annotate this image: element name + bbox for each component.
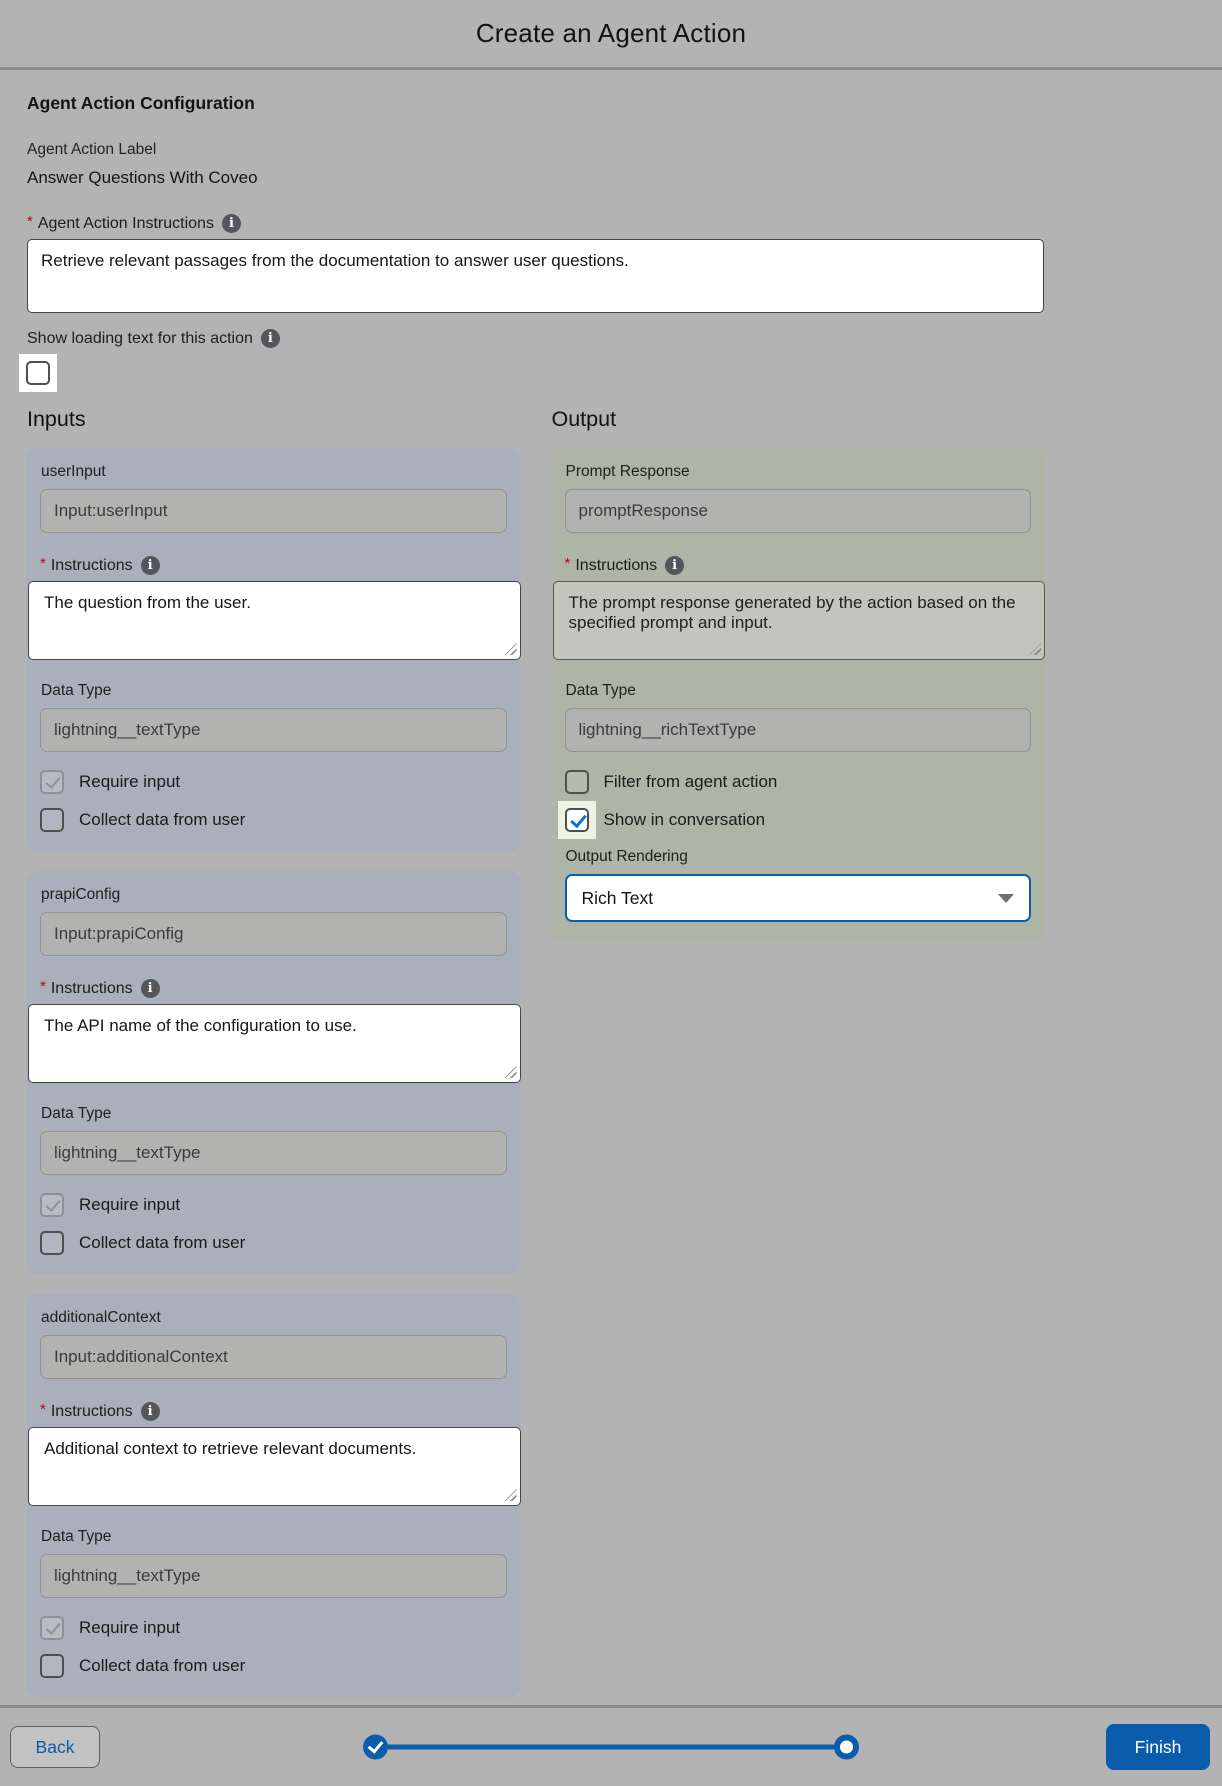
info-icon[interactable] xyxy=(141,1402,160,1421)
data-type-label: Data Type xyxy=(41,682,112,699)
data-type-field xyxy=(40,1554,507,1598)
require-input-checkbox xyxy=(40,1193,64,1217)
require-input-checkbox xyxy=(40,1616,64,1640)
collect-data-checkbox[interactable] xyxy=(40,808,64,832)
chevron-down-icon xyxy=(998,894,1014,903)
require-input-row xyxy=(40,1616,507,1640)
input-card-userInput xyxy=(27,448,520,851)
instructions-label-row xyxy=(40,1402,507,1421)
modal-title: Create an Agent Action xyxy=(475,18,747,48)
input-card-prapiConfig xyxy=(27,871,520,1274)
require-input-row xyxy=(40,1193,507,1217)
progress-line xyxy=(387,1745,835,1750)
require-input-row xyxy=(40,770,507,794)
output-card xyxy=(552,448,1045,941)
filter-from-agent-action-checkbox[interactable] xyxy=(565,770,589,794)
modal-footer xyxy=(0,1705,1222,1786)
instructions-textarea-wrap xyxy=(28,1004,521,1083)
instructions-textarea-wrap xyxy=(28,1427,521,1506)
agent-action-instructions-label: Agent Action Instructions xyxy=(37,214,214,232)
required-asterisk: * xyxy=(40,1401,46,1418)
finish-button[interactable]: Finish xyxy=(1106,1724,1210,1770)
collect-data-label: Collect data from user xyxy=(79,810,246,829)
instructions-textarea-wrap xyxy=(28,581,521,660)
collect-data-row xyxy=(40,1231,507,1255)
show-in-conversation-row xyxy=(565,801,1032,839)
collect-data-row xyxy=(40,808,507,832)
data-type-field xyxy=(565,708,1032,752)
inputs-output-columns xyxy=(27,398,1044,1717)
instructions-label: Instructions xyxy=(50,979,133,997)
input-card-additionalContext xyxy=(27,1294,520,1697)
info-icon[interactable] xyxy=(665,556,684,575)
modal-header xyxy=(0,0,1222,70)
input-name-label: userInput xyxy=(41,463,106,480)
data-type-label: Data Type xyxy=(565,682,636,699)
data-type-label: Data Type xyxy=(41,1528,112,1545)
agent-action-instructions-textarea[interactable] xyxy=(27,239,1044,313)
data-type-label: Data Type xyxy=(41,1105,112,1122)
collect-data-checkbox[interactable] xyxy=(40,1654,64,1678)
instructions-textarea[interactable] xyxy=(28,1004,521,1083)
agent-action-label-value: Answer Questions With Coveo xyxy=(27,168,258,187)
output-api-field xyxy=(565,489,1032,533)
instructions-textarea[interactable] xyxy=(28,581,521,660)
show-loading-checkbox[interactable] xyxy=(26,361,50,385)
info-icon[interactable] xyxy=(141,556,160,575)
data-type-field xyxy=(40,1131,507,1175)
output-name-label: Prompt Response xyxy=(565,463,690,480)
instructions-textarea-wrap xyxy=(553,581,1046,660)
collect-data-label: Collect data from user xyxy=(79,1656,246,1675)
output-heading: Output xyxy=(551,407,617,431)
info-icon[interactable] xyxy=(222,214,241,233)
output-rendering-select[interactable] xyxy=(565,874,1032,922)
input-api-field xyxy=(40,489,507,533)
instructions-label-row xyxy=(40,979,507,998)
show-in-conversation-halo xyxy=(558,801,596,839)
filter-from-agent-action-label: Filter from agent action xyxy=(603,772,778,791)
collect-data-row xyxy=(40,1654,507,1678)
instructions-textarea[interactable] xyxy=(28,1427,521,1506)
instructions-label-row xyxy=(40,556,507,575)
output-rendering-label: Output Rendering xyxy=(565,848,688,865)
collect-data-checkbox[interactable] xyxy=(40,1231,64,1255)
input-name-label: prapiConfig xyxy=(41,886,121,903)
modal-body xyxy=(0,70,1222,1717)
agent-action-form xyxy=(27,93,1044,1717)
require-input-label: Require input xyxy=(79,1195,181,1214)
instructions-label: Instructions xyxy=(50,1402,133,1420)
inputs-column xyxy=(27,398,520,1717)
back-button[interactable]: Back xyxy=(10,1726,100,1768)
show-in-conversation-label: Show in conversation xyxy=(603,810,766,829)
agent-action-instructions-label-row xyxy=(27,214,1044,233)
output-rendering-value: Rich Text xyxy=(581,887,654,908)
output-instructions-textarea[interactable] xyxy=(553,581,1046,660)
input-api-field xyxy=(40,1335,507,1379)
required-asterisk: * xyxy=(564,555,571,572)
require-input-checkbox xyxy=(40,770,64,794)
instructions-label-row xyxy=(565,556,1032,575)
inputs-heading: Inputs xyxy=(27,407,86,431)
output-column xyxy=(552,398,1045,1717)
filter-from-agent-action-row xyxy=(565,770,1032,794)
step-completed-icon xyxy=(363,1735,388,1760)
required-asterisk: * xyxy=(27,213,33,230)
required-asterisk: * xyxy=(40,555,46,572)
input-name-label: additionalContext xyxy=(41,1309,161,1326)
require-input-label: Require input xyxy=(79,1618,181,1637)
require-input-label: Require input xyxy=(79,772,181,791)
data-type-field xyxy=(40,708,507,752)
step-progress-indicator xyxy=(363,1735,859,1760)
agent-action-label-label: Agent Action Label xyxy=(27,141,157,158)
instructions-label: Instructions xyxy=(575,556,658,574)
required-asterisk: * xyxy=(40,978,46,995)
section-heading: Agent Action Configuration xyxy=(27,93,255,113)
show-in-conversation-checkbox[interactable] xyxy=(565,808,589,832)
info-icon[interactable] xyxy=(261,329,280,348)
show-loading-checkbox-halo xyxy=(19,354,57,392)
show-loading-label: Show loading text for this action xyxy=(27,329,253,347)
step-current-icon xyxy=(834,1735,859,1760)
input-api-field xyxy=(40,912,507,956)
instructions-label: Instructions xyxy=(50,556,133,574)
info-icon[interactable] xyxy=(141,979,160,998)
show-loading-label-row xyxy=(27,329,1044,348)
collect-data-label: Collect data from user xyxy=(79,1233,246,1252)
